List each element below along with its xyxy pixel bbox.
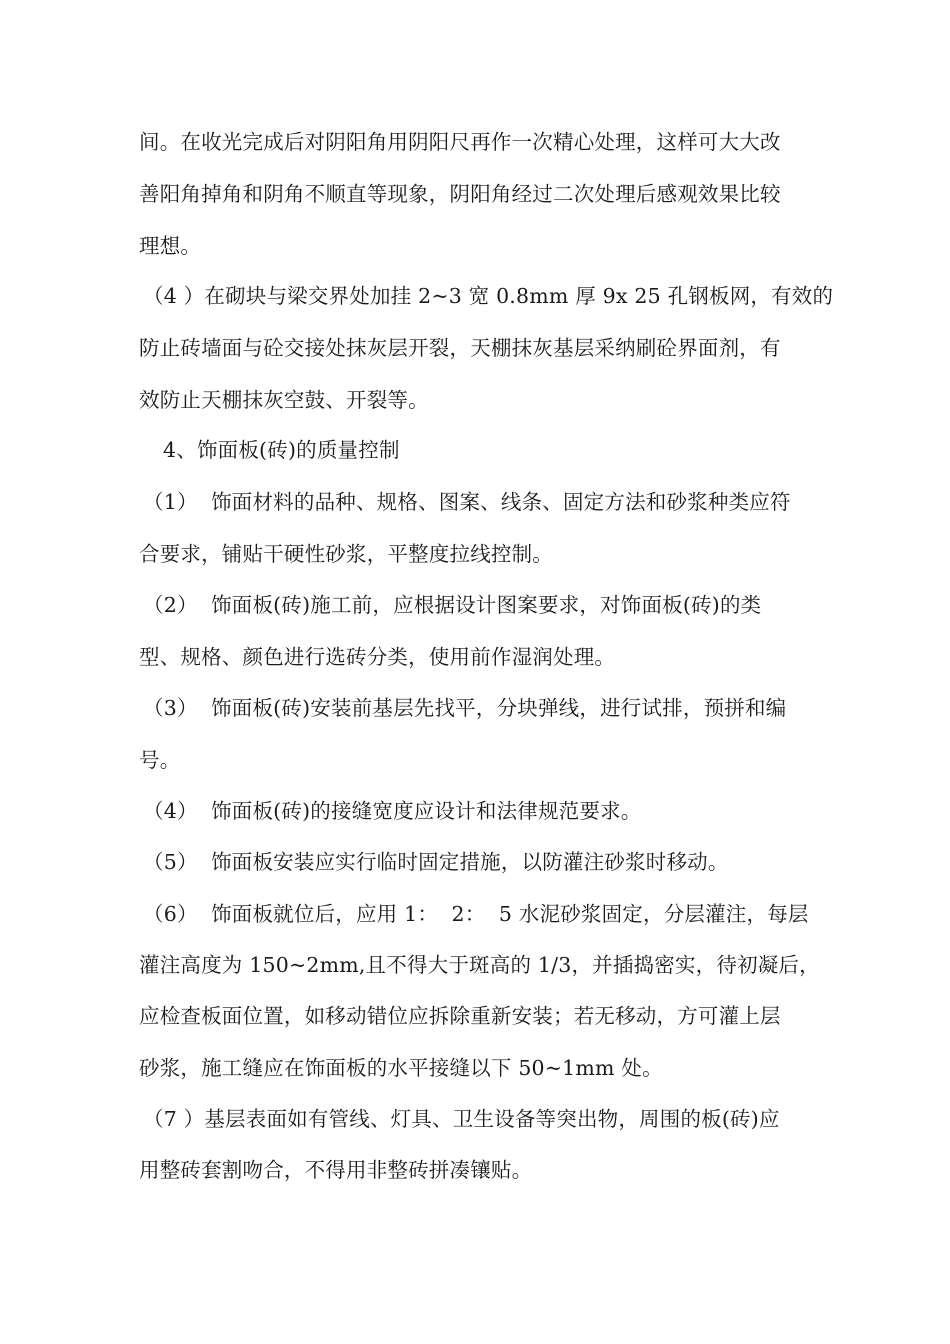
text-line: （6） 饰面板就位后，应用 1： 2： 5 水泥砂浆固定，分层灌注，每层 [143, 902, 809, 926]
text-line: 合要求，铺贴干硬性砂浆，平整度拉线控制。 [139, 542, 553, 566]
text-line: （7 ）基层表面如有管线、灯具、卫生设备等突出物，周围的板(砖)应 [143, 1107, 780, 1131]
text-line: 型、规格、颜色进行选砖分类，使用前作湿润处理。 [139, 645, 616, 669]
text-line: 间。在收光完成后对阴阳角用阴阳尺再作一次精心处理，这样可大大改 [139, 130, 781, 154]
text-line: 用整砖套割吻合，不得用非整砖拼凑镶贴。 [139, 1158, 533, 1182]
text-line: 理想。 [139, 234, 202, 258]
text-line: （2） 饰面板(砖)施工前，应根据设计图案要求，对饰面板(砖)的类 [143, 593, 762, 617]
text-line: 效防止天棚抹灰空鼓、开裂等。 [139, 388, 429, 412]
text-line: 善阳角掉角和阴角不顺直等现象，阴阳角经过二次处理后感观效果比较 [139, 182, 781, 206]
text-line: （1） 饰面材料的品种、规格、图案、线条、固定方法和砂浆种类应符 [143, 490, 791, 514]
text-line: （5） 饰面板安装应实行临时固定措施，以防灌注砂浆时移动。 [143, 850, 729, 874]
text-line: （4） 饰面板(砖)的接缝宽度应设计和法律规范要求。 [143, 799, 642, 823]
text-line: （4 ）在砌块与梁交界处加挂 2~3 宽 0.8mm 厚 9x 25 孔钢板网，有效的 [143, 284, 834, 308]
text-line: 防止砖墙面与砼交接处抹灰层开裂，天棚抹灰基层采纳刷砼界面剂，有 [139, 336, 781, 360]
text-line: 砂浆，施工缝应在饰面板的水平接缝以下 50~1mm 处。 [139, 1056, 663, 1080]
section-heading: 4、饰面板(砖)的质量控制 [163, 438, 400, 462]
text-line: 应检查板面位置，如移动错位应拆除重新安装；若无移动，方可灌上层 [139, 1004, 781, 1028]
text-line: （3） 饰面板(砖)安装前基层先找平，分块弹线，进行试排，预拼和编 [143, 696, 787, 720]
text-line: 号。 [139, 748, 181, 772]
text-line: 灌注高度为 150~2mm,且不得大于斑高的 1/3，并插捣密实，待初凝后， [139, 953, 820, 977]
